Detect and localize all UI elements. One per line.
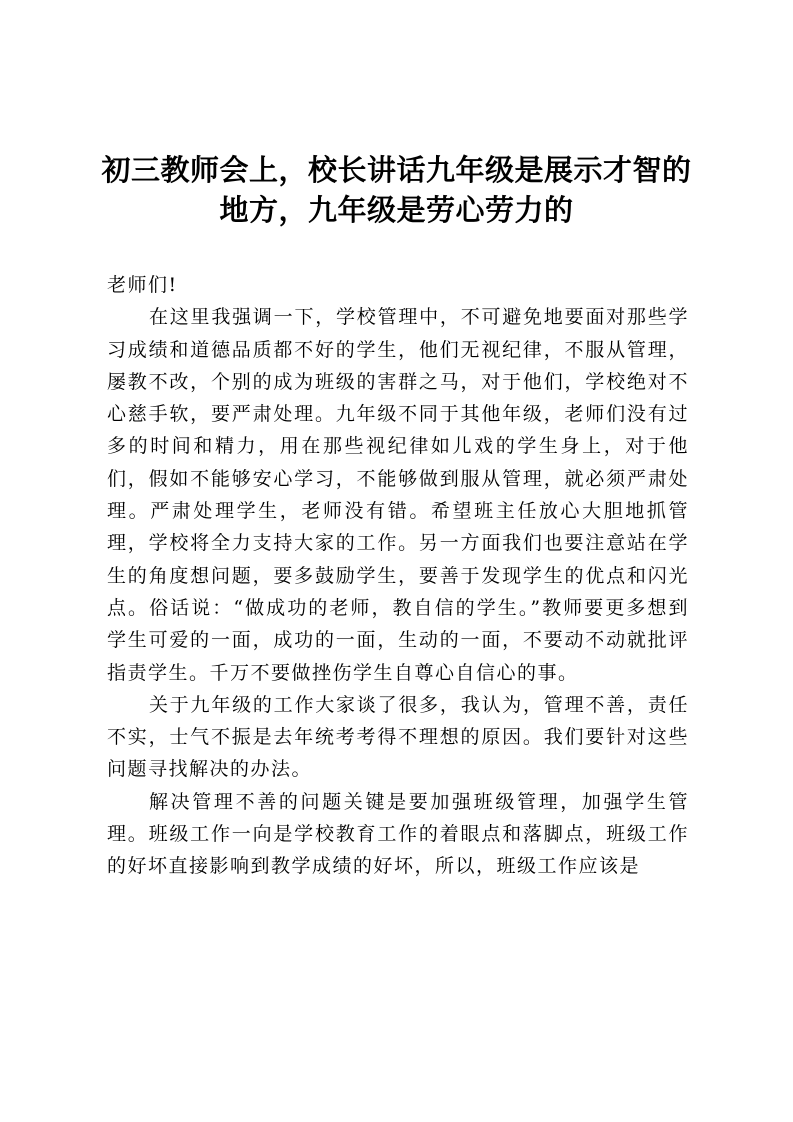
- document-title: 初三教师会上，校长讲话九年级是展示才智的地方，九年级是劳心劳力的: [101, 153, 692, 227]
- salutation: 老师们!: [107, 274, 178, 296]
- paragraph-2: 关于九年级的工作大家谈了很多，我认为，管理不善，责任不实，士气不振是去年统考考得不理想的原因。我们要针对这些问题寻找解决的办法。: [107, 693, 689, 781]
- paragraph-3: 解决管理不善的问题关键是要加强班级管理，加强学生管理。班级工作一向是学校教育工作的着眼点和落脚点，班级工作的好坏直接影响到教学成绩的好坏，所以，班级工作应该是: [107, 790, 689, 878]
- document-body: [107, 269, 689, 883]
- paragraph-1: 在这里我强调一下，学校管理中，不可避免地要面对那些学习成绩和道德品质都不好的学生，他们无视纪律，不服从管理，屡教不改，个别的成为班级的害群之马，对于他们，学校绝对不心慈手软，要严肃处理。九年级不同于其他年级，老师们没有过多的时间和精力，用在那些视纪律如儿戏的学生身上，对于他们，假如不能够安心学习，不能够做到服从管理，就必须严肃处理。严肃处理学生，老师没有错。希望班主任放心大胆地抓管理，学校将全力支持大家的工作。另一方面我们也要注意站在学生的角度想问题，要多鼓励学生，要善于发现学生的优点和闪光点。俗话说：“做成功的老师，教自信的学生。”教师要更多想到学生可爱的一面，成功的一面，生动的一面，不要动不动就批评指责学生。千万不要做挫伤学生自尊心自信心的事。: [107, 306, 689, 684]
